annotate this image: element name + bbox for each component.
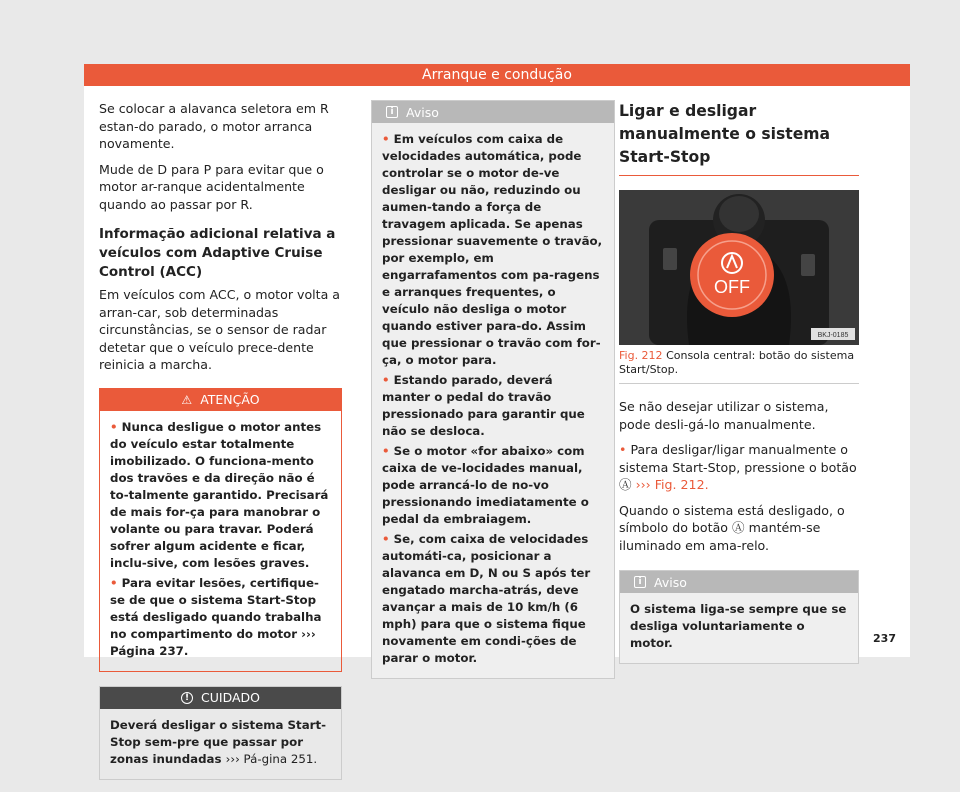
- note-item: • Em veículos com caixa de velocidades automática, pode controlar se o motor de-ve desligar ou não, reduzindo ou aumen-tando a força de travagem aplicada. Se apenas pressionar suavemente o travão, por exemplo, em engarrafamentos com pa-ragens e arranques frequentes, o veículo não desliga o motor quando estiver para-do. Assim que pressionar o travão com for-ça, o motor para.: [382, 132, 603, 367]
- figure-caption: Fig. 212 Consola central: botão do sistema Start/Stop.: [619, 349, 859, 384]
- note-title: Aviso: [406, 104, 439, 120]
- note-body: O sistema liga-se sempre que se desliga voluntariamente o motor.: [620, 593, 858, 663]
- paragraph-shift-d-to-p: Mude de D para P para evitar que o motor ar-ranque acidentalmente quando ao passar por R.: [99, 161, 324, 212]
- figure-reference-link[interactable]: ››› Fig. 212.: [635, 477, 709, 492]
- paragraph-manual-off: Se não desejar utilizar o sistema, pode desli-gá-lo manualmente.: [619, 399, 829, 432]
- info-icon: i: [386, 106, 398, 118]
- note-item: • Se, com caixa de velocidades automáti-ca, posicionar a alavanca em D, N ou S após ter engatado marcha-atrás, deve avançar a mais de 10 km/h (6 mph) para que o sistema fique novamente em condi-ções de parar o motor.: [382, 532, 591, 665]
- bullet-icon: •: [110, 419, 122, 434]
- button-off-label: OFF: [714, 277, 750, 297]
- bullet-icon: •: [382, 444, 394, 458]
- page-reference-link[interactable]: ››› Pá-gina 251.: [225, 751, 318, 766]
- caution-box: [99, 686, 342, 780]
- warning-header: [100, 389, 341, 411]
- warning-body: [100, 411, 341, 671]
- page-reference-link[interactable]: ››› Página 237.: [110, 626, 316, 658]
- column-left: [99, 100, 342, 792]
- note-title: Aviso: [654, 574, 687, 590]
- console-illustration: [619, 190, 859, 345]
- bullet-icon: •: [382, 373, 394, 387]
- note-box: [371, 100, 615, 679]
- caution-header: [100, 687, 341, 709]
- info-icon: i: [634, 576, 646, 588]
- note-header: [372, 101, 614, 123]
- warning-item: • Para evitar lesões, certifique-se de que o sistema Start-Stop está desligado quando trabalha no compartimento do motor ››› Página 237.: [110, 575, 322, 658]
- caution-title: CUIDADO: [201, 690, 260, 705]
- warning-item: • Nunca desligue o motor antes do veículo estar totalmente imobilizado. O funciona-mento dos travões e da direção não é to-talmente garantido. Precisará de mais for-ça para manobrar o volante ou para travar. Poderá sofrer algum acidente e ficar, inclu-sive, com lesões graves.: [110, 419, 329, 570]
- acc-heading: Informação adicional relativa a veículos com Adaptive Cruise Control (ACC): [99, 226, 336, 280]
- figure-start-stop-console: [619, 190, 859, 345]
- paragraph-acc: Em veículos com ACC, o motor volta a arran-car, sob determinadas circunstâncias, se o sensor de radar detetar que o veículo prece-dente reinicia a marcha.: [99, 287, 341, 372]
- bullet-icon: •: [110, 575, 122, 590]
- note-header: [620, 571, 858, 593]
- start-stop-icon: Ⓐ: [619, 477, 632, 492]
- caution-body: Deverá desligar o sistema Start-Stop sem-pre que passar por zonas inundadas ››› Pá-gina 251.: [110, 717, 327, 766]
- column-middle: [371, 100, 615, 691]
- page-number: 237: [873, 632, 896, 645]
- manual-page: [84, 64, 910, 766]
- warning-box: [99, 388, 342, 672]
- caution-circle-icon: !: [181, 692, 193, 704]
- start-stop-icon: Ⓐ: [732, 520, 745, 535]
- bullet-icon: •: [382, 132, 394, 146]
- paragraph-reverse-restart: Se colocar a alavanca seletora em R estan-do parado, o motor arranca novamente.: [99, 101, 329, 151]
- note-box-right: [619, 570, 859, 664]
- warning-triangle-icon: ⚠: [181, 392, 193, 407]
- bullet-icon: •: [382, 532, 394, 546]
- note-body: [372, 123, 614, 678]
- figure-label: Fig. 212: [619, 349, 663, 362]
- bullet-icon: •: [619, 442, 631, 457]
- note-item: • Se o motor «for abaixo» com caixa de ve-locidades manual, pode arrancá-lo de no-vo pressionando imediatamente o pedal da embraiagem.: [382, 444, 589, 526]
- section-heading: Ligar e desligar manualmente o sistema Start-Stop: [619, 100, 859, 176]
- column-right: [619, 100, 859, 676]
- figure-code: BKJ-0185: [817, 332, 849, 339]
- paragraph-press-button: • Para desligar/ligar manualmente o sistema Start-Stop, pressione o botão Ⓐ ››› Fig. 212.: [619, 442, 857, 492]
- warning-title: ATENÇÃO: [200, 392, 260, 407]
- paragraph-symbol-lit: Quando o sistema está desligado, o símbolo do botão Ⓐ mantém-se iluminado em ama-relo.: [619, 502, 845, 553]
- chapter-header: Arranque e condução: [84, 64, 910, 86]
- note-item: • Estando parado, deverá manter o pedal do travão pressionado para garantir que não se desloca.: [382, 373, 585, 438]
